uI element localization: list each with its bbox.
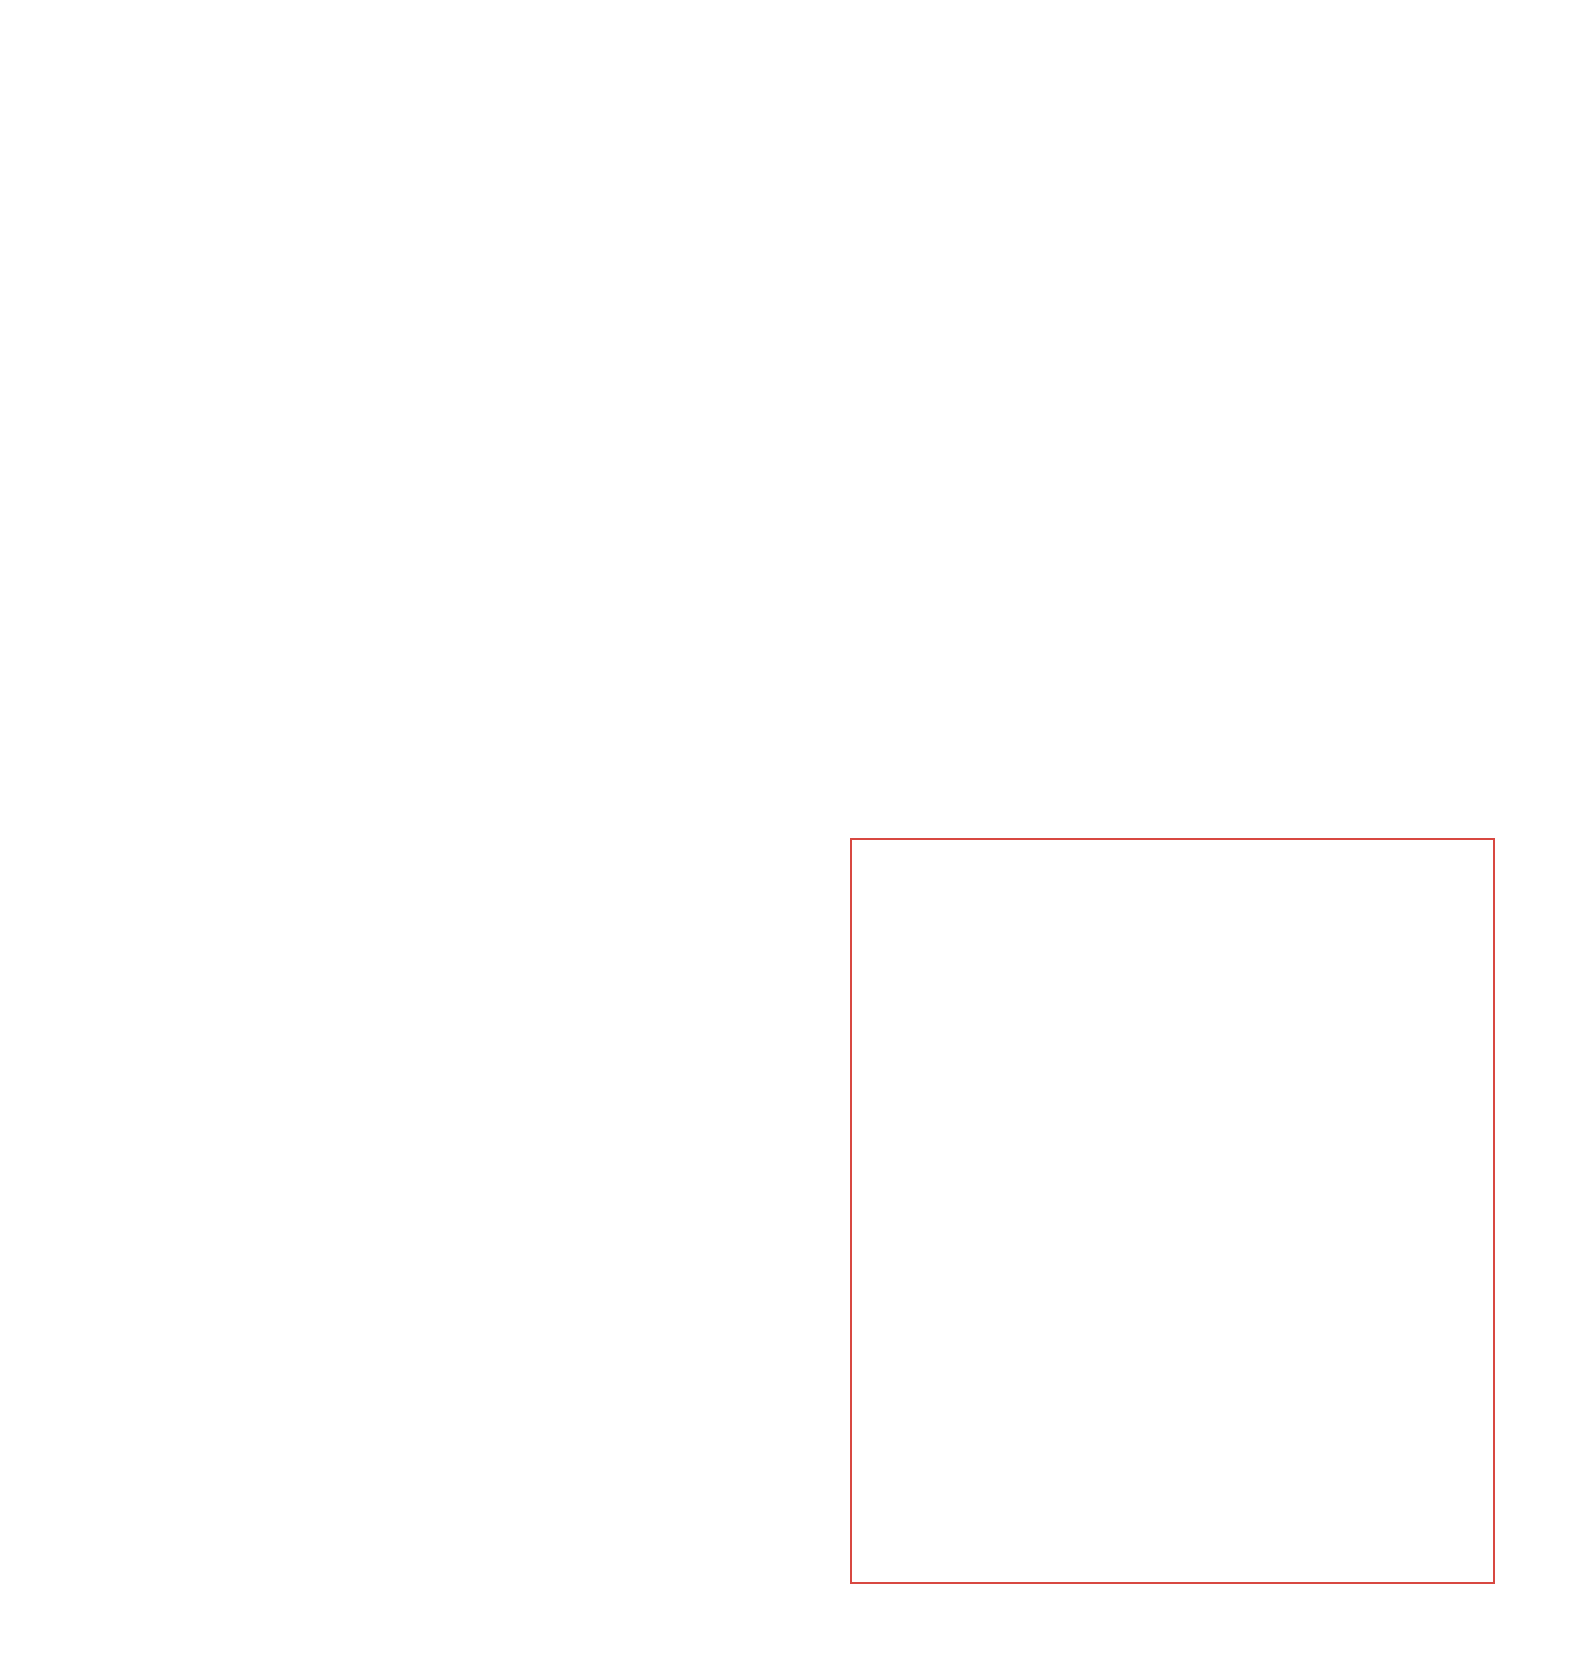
burger-box xyxy=(850,838,1495,1584)
